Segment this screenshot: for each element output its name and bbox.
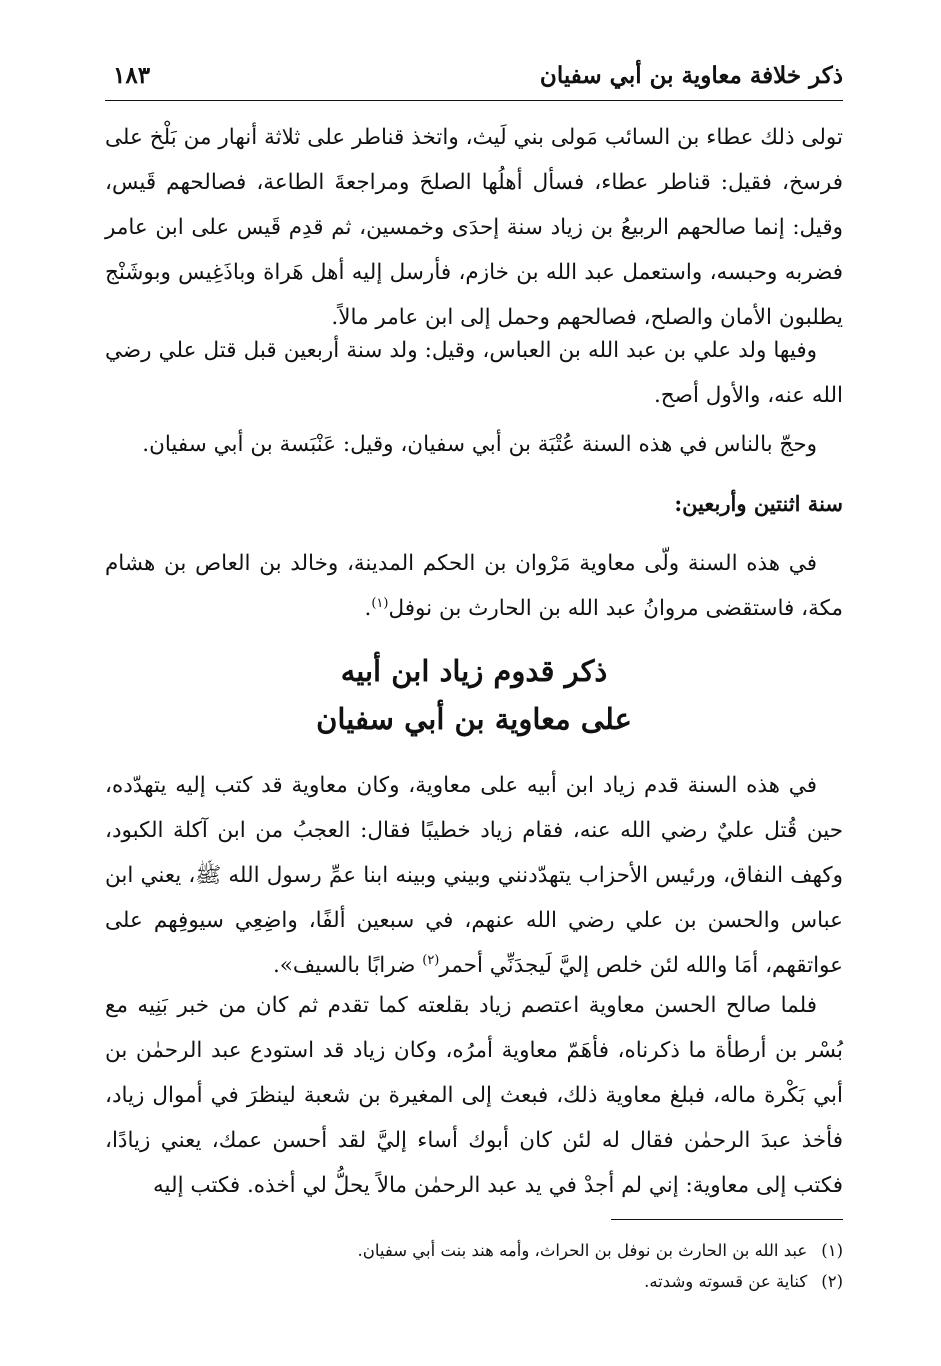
footnote-ref-1: (١) (371, 595, 389, 611)
header-title: ذكر خلافة معاوية بن أبي سفيان (539, 62, 843, 89)
paragraph-4 (105, 541, 843, 631)
paragraph-5 (105, 763, 843, 988)
paragraph-5-end: ضرابًا بالسيف». (272, 953, 423, 978)
footnote-number: (١) (821, 1241, 843, 1260)
running-header (105, 56, 843, 101)
footnote-number: (٢) (821, 1272, 843, 1291)
chapter-title-line-1: ذكر قدوم زياد ابن أبيه (340, 654, 608, 688)
paragraph-2: وفيها ولد علي بن عبد الله بن العباس، وقيل: ولد سنة أربعين قبل قتل علي رضي الله عنه، والأول أصح. (105, 338, 843, 408)
paragraph-4-end: . (364, 596, 372, 621)
chapter-title-line-2: على معاوية بن أبي سفيان (316, 702, 632, 736)
footnote-ref-2: (٢) (422, 952, 440, 968)
paragraph-6: فلما صالح الحسن معاوية اعتصم زياد بقلعته كما تقدم ثم كان من خبر بَنِيه مع بُسْر بن أرطأة ما ذكرناه، فأهَمّ معاوية أمرُه، وكان زياد قد استودع عبد الرحمٰن بن أبي بَكْرة ماله، فبلغ معاوية ذلك، فبعث إلى المغيرة بن شعبة لينظرَ في أموال زياد، فأخذ عبدَ الرحمٰن فقال له لئن كان أبوك أساء إليَّ لقد أحسن عمك، يعني زيادًا، فكتب إلى معاوية: إني لم أجدْ في يد عبد الرحمٰن مالاً يحلُّ لي أخذه. فكتب إليه (105, 993, 843, 1198)
paragraph-1: تولى ذلك عطاء بن السائب مَولى بني لَيث، واتخذ قناطر على ثلاثة أنهار من بَلْخ على فرسخ، فقيل: قناطر عطاء، فسأل أهلُها الصلحَ ومراجعةَ الطاعة، فصالحهم قَيس، وقيل: إنما صالحهم الربيعُ بن زياد سنة إحدَى وخمسين، ثم قدِم قَيس على ابن عامر فضربه وحبسه، واستعمل عبد الله بن خازم، فأرسل إليه أهل هَراة وباذَغِيس وبوشَنْج يطلبون الأمان والصلح، فصالحهم وحمل إلى ابن عامر مالاً. (105, 125, 843, 330)
footnote-text: كناية عن قسوته وشدته. (644, 1272, 808, 1291)
footnote-divider (611, 1219, 843, 1220)
footnote-2 (105, 1270, 843, 1294)
footnote-text: عبد الله بن الحارث بن نوفل بن الحراث، وأمه هند بنت أبي سفيان. (357, 1241, 808, 1260)
paragraph-5-text: في هذه السنة قدم زياد ابن أبيه على معاوية، وكان معاوية قد كتب إليه يتهدّده، حين قُتل عليٌ رضي الله عنه، فقام زياد خطيبًا فقال: العجبُ من ابن آكلة الكبود، وكهف النفاق، ورئيس الأحزاب يتهدّدنني وبيني وبينه ابنا عمِّ رسول الله ﷺ، يعني ابن عباس والحسن بن علي رضي الله عنهم، في سبعين ألفًا، واضِعِي سيوفِهم على عواتقهم، أمَا والله لئن خلص إليَّ لَيجدَنِّي أحمر (105, 773, 843, 978)
page-number: ١٨٣ (113, 62, 151, 89)
paragraph-4-text: في هذه السنة ولّى معاوية مَرْوان بن الحكم المدينة، وخالد بن العاص بن هشام مكة، فاستقضى مروانُ عبد الله بن الحارث بن نوفل (105, 551, 843, 621)
section-heading: سنة اثنتين وأربعين: (674, 491, 843, 516)
paragraph-3: وحجّ بالناس في هذه السنة عُتْبَة بن أبي سفيان، وقيل: عَنْبَسة بن أبي سفيان. (142, 432, 817, 457)
footnote-1 (105, 1239, 843, 1263)
